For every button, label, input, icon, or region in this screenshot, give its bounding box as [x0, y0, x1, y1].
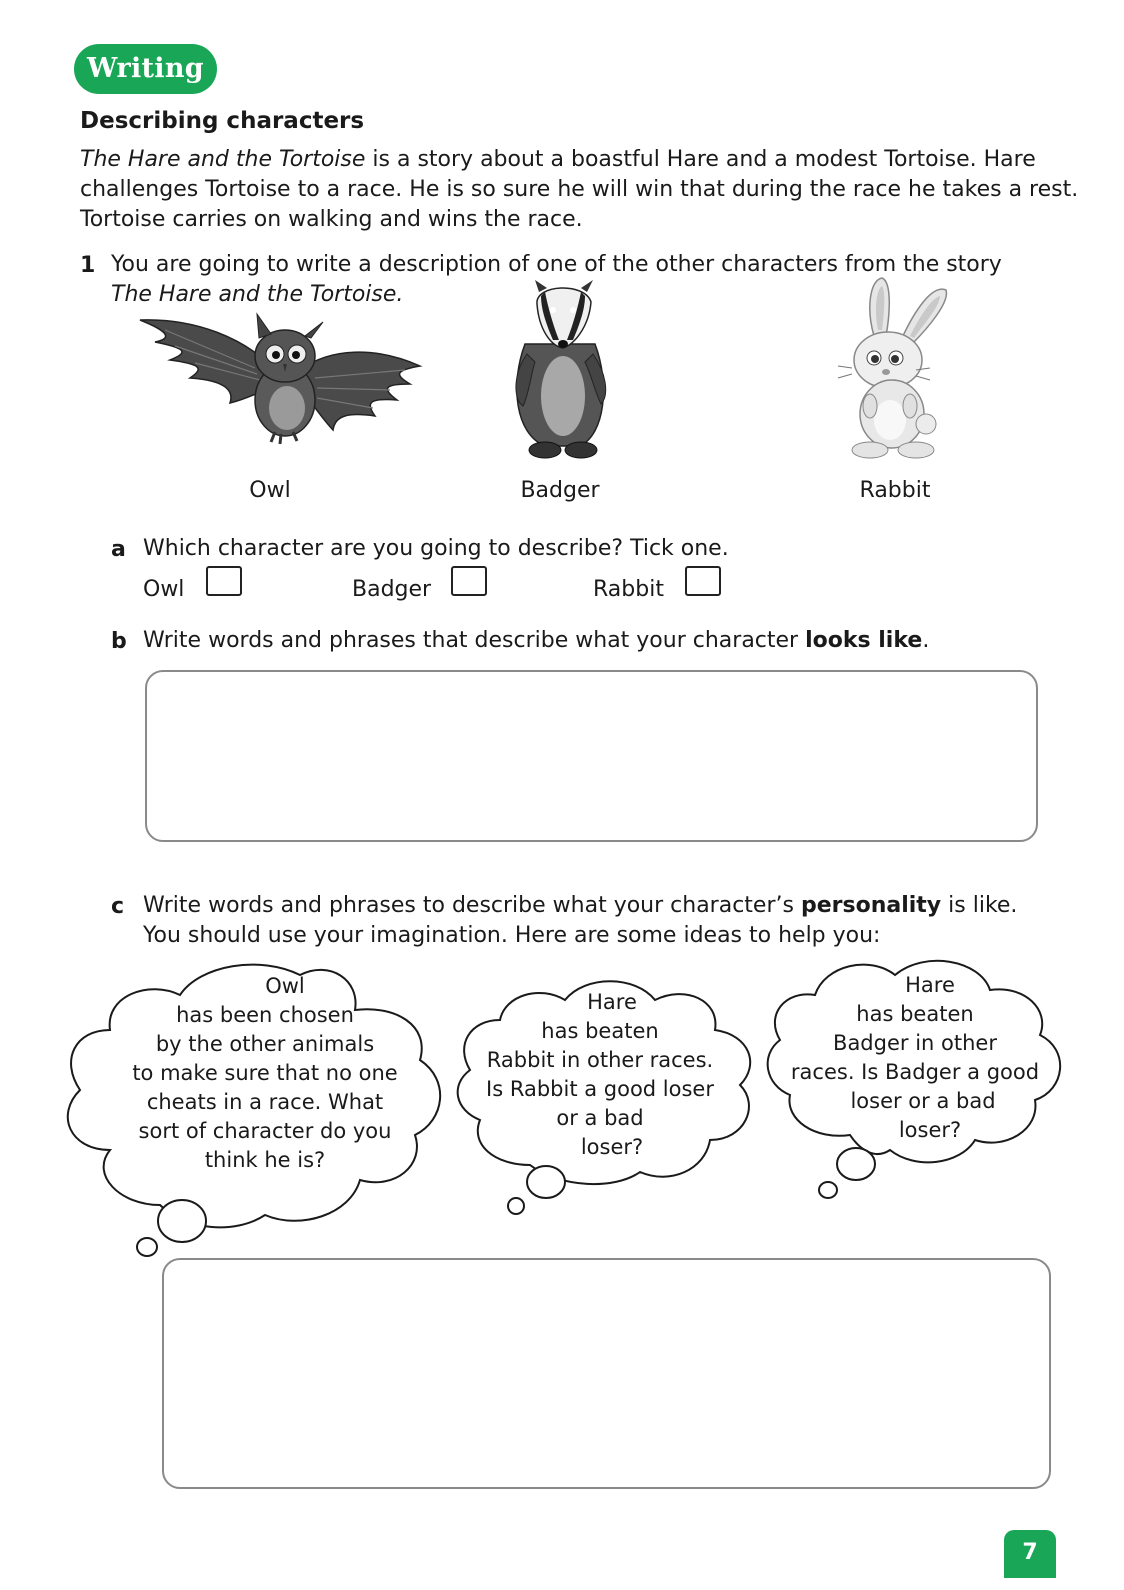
page-number: 7 — [1004, 1530, 1056, 1578]
bubble-owl-line: has been chosen — [176, 1003, 354, 1027]
option-owl-label: Owl — [143, 577, 185, 602]
question-1-text: You are going to write a description of one of the other characters from the story — [111, 252, 1002, 277]
bubble-owl-line: Owl — [265, 974, 305, 998]
owl-icon — [135, 308, 425, 448]
thought-bubble-rabbit-text — [470, 988, 730, 1162]
story-title: The Hare and the Tortoise — [80, 147, 366, 172]
bubble-rabbit-line: has beaten — [541, 1019, 659, 1043]
bubble-badger-line: Badger in other — [833, 1031, 997, 1055]
story-title-italic: The Hare and the Tortoise. — [111, 282, 404, 307]
bubble-owl-line: cheats in a race. What — [146, 1090, 384, 1114]
part-c-line-1-bold: personality — [800, 893, 942, 918]
bubble-owl-line: by the other animals — [155, 1032, 375, 1056]
part-b-text-bold: looks like — [805, 628, 923, 653]
section-heading: Describing characters — [80, 108, 365, 134]
bubble-badger-line: loser or a bad — [850, 1089, 996, 1113]
part-c-line-2: You should use your imagination. Here are some ideas to help you: — [143, 923, 881, 948]
badger-icon — [505, 274, 615, 460]
option-badger-label: Badger — [352, 577, 432, 602]
character-label-rabbit: Rabbit — [859, 478, 931, 503]
intro-line-1-rest: is a story about a boastful Hare and a modest Tortoise. Hare — [365, 147, 1036, 172]
bubble-badger-line: loser? — [898, 1118, 962, 1142]
bubble-rabbit-line: Is Rabbit a good loser — [486, 1077, 714, 1101]
bubble-rabbit-line: loser? — [580, 1135, 644, 1159]
bubble-badger-line: races. Is Badger a good — [790, 1060, 1040, 1084]
bubble-rabbit-line: or a bad — [556, 1106, 644, 1130]
bubble-owl-line: think he is? — [204, 1148, 326, 1172]
bubble-badger-line: has beaten — [856, 1002, 974, 1026]
intro-paragraph — [80, 145, 1079, 235]
badger-checkbox[interactable] — [451, 566, 487, 596]
looks-like-answer-box[interactable] — [145, 670, 1038, 842]
bubble-rabbit-line: Rabbit in other races. — [486, 1048, 714, 1072]
part-a-text: Which character are you going to describe? Tick one. — [143, 536, 729, 561]
character-label-badger: Badger — [520, 478, 600, 503]
intro-line-2: challenges Tortoise to a race. He is so sure he will win that during the race he takes a rest. — [80, 177, 1079, 202]
option-rabbit-label: Rabbit — [593, 577, 664, 602]
bubble-owl-line: sort of character do you — [138, 1119, 392, 1143]
part-a-letter: a — [111, 537, 126, 562]
personality-answer-box[interactable] — [162, 1258, 1051, 1489]
thought-bubble-badger-text — [775, 971, 1055, 1145]
part-c-line-1-end: is like. — [941, 893, 1018, 918]
bubble-rabbit-line: Hare — [587, 990, 637, 1014]
rabbit-checkbox[interactable] — [685, 566, 721, 596]
bubble-owl-line: to make sure that no one — [132, 1061, 398, 1085]
part-b-text-start: Write words and phrases that describe what your character — [143, 628, 806, 653]
part-c-letter: c — [111, 894, 125, 919]
part-b-text-end: . — [922, 628, 930, 653]
question-number: 1 — [80, 253, 96, 278]
part-b-letter: b — [111, 629, 127, 654]
owl-checkbox[interactable] — [206, 566, 242, 596]
character-label-owl: Owl — [249, 478, 291, 503]
part-b-text — [143, 626, 929, 656]
intro-line-3: Tortoise carries on walking and wins the race. — [80, 207, 583, 232]
part-c-line-1-start: Write words and phrases to describe what your character’s — [143, 893, 801, 918]
section-label-writing: Writing — [74, 44, 217, 94]
intro-line-1 — [80, 145, 1070, 175]
rabbit-icon — [832, 274, 956, 460]
part-c-line-1 — [143, 891, 1017, 921]
thought-bubble-owl-text — [105, 972, 425, 1175]
question-1-story-title — [111, 280, 403, 310]
bubble-badger-line: Hare — [905, 973, 955, 997]
